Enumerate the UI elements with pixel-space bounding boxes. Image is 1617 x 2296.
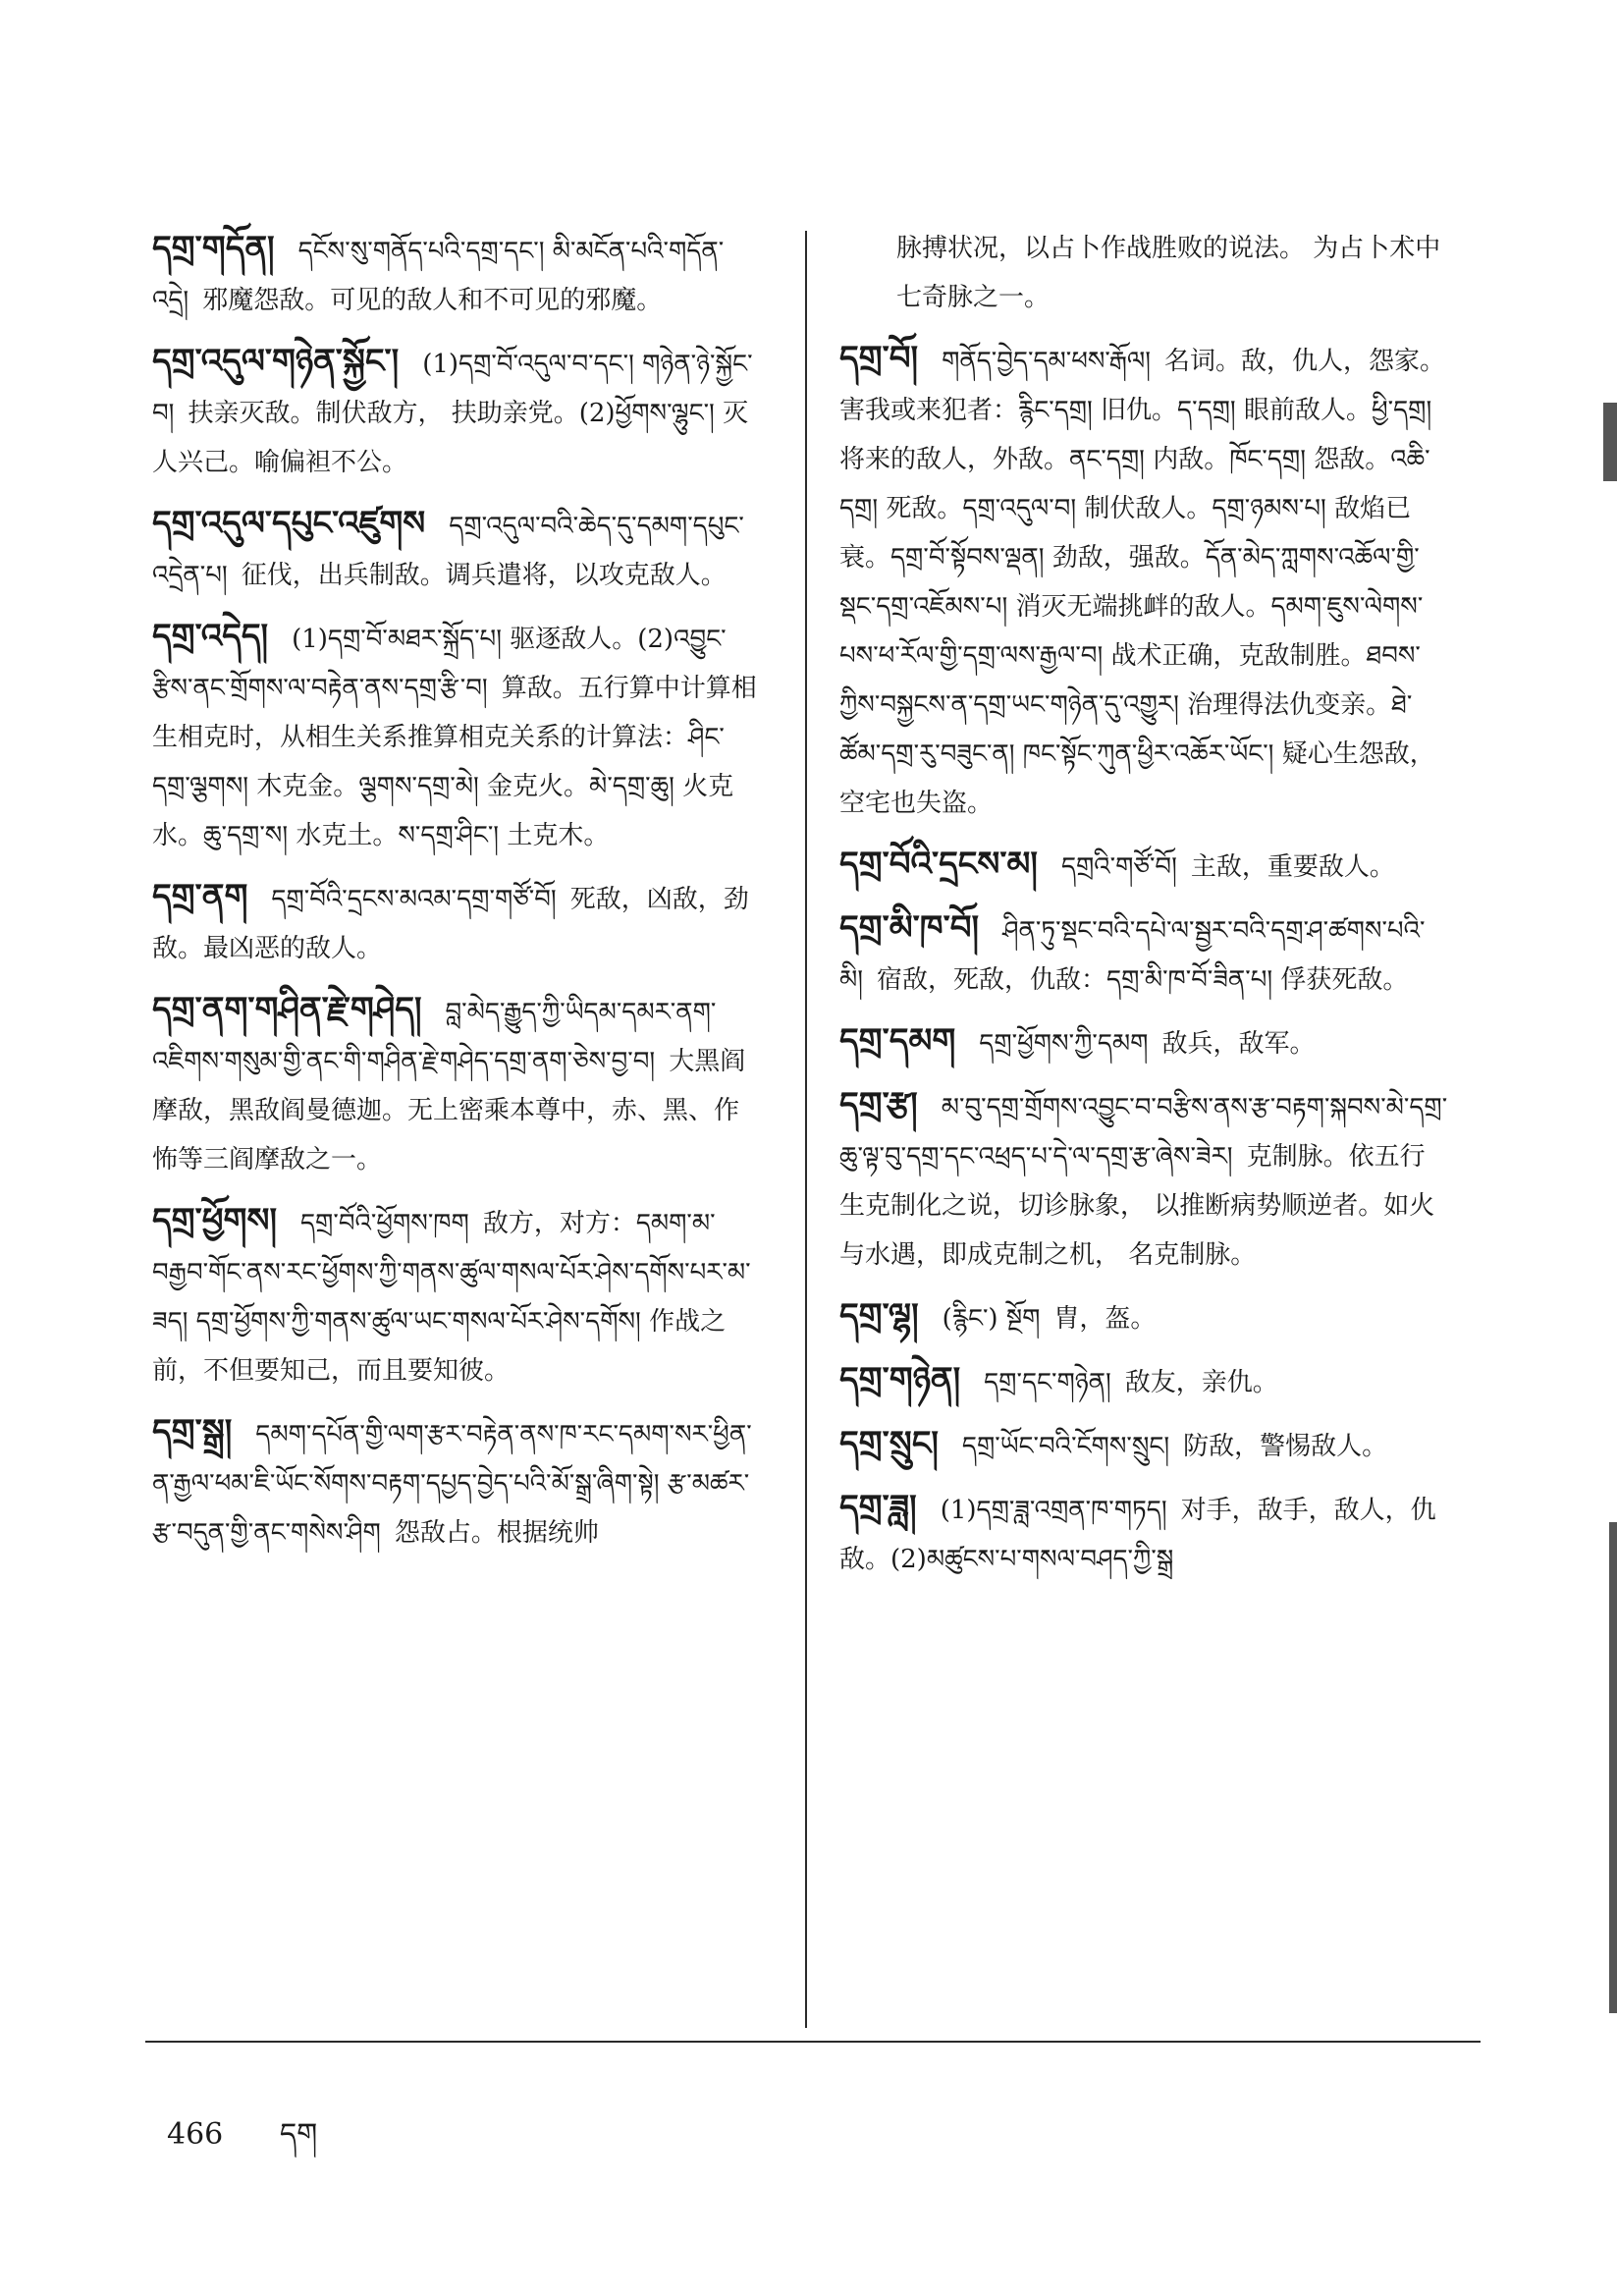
- gloss: 宿敌，死敌，仇敌：དགྲ་མི་ཁ་བོ་ཟིན་པ། 俘获死敌。: [877, 965, 1409, 995]
- definition: དགྲ་བོའི་ཕྱོགས་ཁག: [300, 1209, 469, 1238]
- definition: དགྲའི་གཙོ་བོ།: [1060, 852, 1177, 882]
- definition: དགྲ་བོའི་དྲངས་མའམ་དགྲ་གཙོ་བོ།: [271, 885, 557, 914]
- gloss: 克制脉。依五行生克制化之说，切诊脉象， 以推断病势顺逆者。如火与水遇，即成克制之机， 名克制脉。: [839, 1142, 1435, 1270]
- gloss: 算敌。五行算中计算相生相克时，从相生关系推算相克关系的计算法：ཤིང་དགྲ་ལྕགས། 木克金。ལྕགས་དགྲ་མེ། 金克火。མེ་དགྲ་ཆུ། 火克水。ཆུ་དགྲ་ས། 水克土。ས་དགྲ་ཤིང་། 土克木。: [152, 674, 757, 850]
- definition: (1)དགྲ་བོ་འདུལ་བ་དང་། གཉེན་ཉེ་སྐྱོང་བ།: [152, 350, 753, 428]
- headword: དགྲ་གདོན།: [152, 229, 275, 268]
- gloss: 敌兵，敌军。: [1161, 1029, 1316, 1059]
- headword: དགྲ་ལྷ།: [839, 1296, 919, 1336]
- section-letter: དག: [279, 2117, 318, 2152]
- gloss: 主敌，重要敌人。: [1190, 852, 1395, 882]
- headword: དགྲ་བོ།: [839, 339, 919, 378]
- page-footer: [167, 2102, 364, 2184]
- left-column: [152, 224, 761, 1569]
- definition: མ་བུ་དགྲ་གྲོགས་འབྱུང་བ་བརྩིས་ནས་རྩ་བརྟག་སྐབས་མེ་དགྲ་ཆུ་ལྟ་བུ་དགྲ་དང་འཕྲད་པ་དེ་ལ་དགྲ་རྩ་ཞེས་ཟེར།: [839, 1093, 1448, 1172]
- definition: གནོད་བྱེད་དམ་ཕས་རྒོལ།: [942, 347, 1152, 376]
- headword: དགྲ་ནག: [152, 877, 248, 916]
- scan-edge-mark: [1609, 1522, 1617, 2013]
- headword: དགྲ་འདུལ་གཉེན་སྐྱོང་།: [152, 342, 400, 381]
- headword: དགྲ་དམག: [839, 1021, 956, 1061]
- gloss: 名词。敌，仇人，怨家。害我或来犯者：རྙིང་དགྲ། 旧仇。ད་དགྲ། 眼前敌人。ཕྱི་དགྲ། 将来的敌人，外敌。ནང་དགྲ། 内敌。ཁོང་དགྲ། 怨敌。འཆི་དགྲ། 死敌。དགྲ་འདུལ་བ། 制伏敌人。དགྲ་ཉམས་པ། 敌焰已衰。དགྲ་བོ་སྟོབས་ལྡན། 劲敌，强敌。དོན་མེད་ཀླགས་འཆོལ་གྱི་སྡང་དགྲ་འཇོམས་པ། 消灭无端挑衅的敌人。དམག་ཇུས་ལེགས་པས་ཕ་རོལ་གྱི་དགྲ་ལས་རྒྱལ་བ། 战术正确，克敌制胜。ཐབས་ཀྱིས་བསྐྱངས་ན་དགྲ་ཡང་གཉེན་དུ་འགྱུར། 治理得法仇变亲。ཐེ་ཚོམ་དགྲ་རུ་བཟུང་ན། ཁང་སྟོང་ཀུན་ཕྱིར་འཆོར་ཡོང་། 疑心生怨敌，空宅也失盗。: [839, 347, 1446, 818]
- dictionary-entry: [839, 1483, 1448, 1584]
- gloss: 胄，盔。: [1053, 1304, 1157, 1334]
- definition: (1)དགྲ་ཟླ་འགྲན་ཁ་གཏད།: [940, 1496, 1167, 1525]
- dictionary-entry: [839, 1291, 1448, 1343]
- definition: (རྙིང་) སྔོག: [942, 1304, 1041, 1334]
- dictionary-entry: [152, 1407, 761, 1558]
- dictionary-entry: [839, 1419, 1448, 1471]
- gloss: 敌友，亲仇。: [1124, 1368, 1278, 1397]
- dictionary-entry: [839, 1355, 1448, 1407]
- dictionary-entry: [152, 224, 761, 325]
- headword: དགྲ་འདུལ་དཔུང་འཛུགས: [152, 504, 426, 543]
- definition: དགྲ་འདུལ་བའི་ཆེད་དུ་དམག་དཔུང་འདྲེན་པ།: [152, 512, 744, 590]
- definition: དགྲ་ཕྱོགས་ཀྱི་དམག: [979, 1029, 1149, 1059]
- definition: དམག་དཔོན་གྱི་ལག་རྩར་བརྟེན་ནས་ཁ་རང་དམག་སར་ཕྱིན་ན་རྒྱལ་ཕམ་ཇི་ཡོང་སོགས་བརྟག་དཔྱད་བྱེད་པའི་མོ་སྒྲ་ཞིག་སྟེ། རྩ་མཚར་རྩ་བདུན་གྱི་ནང་གསེས་ཤིག: [152, 1420, 752, 1548]
- gloss: 怨敌占。根据统帅: [394, 1518, 599, 1548]
- dictionary-entry: [152, 1196, 761, 1395]
- gloss: 防敌，警惕敌人。: [1183, 1432, 1388, 1461]
- definition: བླ་མེད་རྒྱུད་ཀྱི་ཡིདམ་དམར་ནག་འཇིགས་གསུམ་གྱི་ནང་གི་གཤིན་རྗེ་གཤེད་དགྲ་ནག་ཅེས་བྱ་བ།: [152, 998, 717, 1076]
- dictionary-entry: [839, 840, 1448, 892]
- definition: དགྲ་དང་གཉེན།: [984, 1368, 1111, 1397]
- dictionary-entry: [839, 1080, 1448, 1280]
- headword: དགྲ་ནག་གཤིན་རྗེ་གཤེད།: [152, 990, 422, 1029]
- page-number: 466: [167, 2117, 224, 2152]
- headword: དགྲ་འདེད།: [152, 617, 269, 656]
- headword: དགྲ་སྒྲ།: [152, 1412, 233, 1451]
- footer-rule: [145, 2041, 1481, 2043]
- definition: ཤིན་ཏུ་སྡང་བའི་དཔེ་ལ་སྦྱར་བའི་དགྲ་ཤ་ཚགས་པའི་མི།: [839, 916, 1426, 995]
- definition: (1)དགྲ་བོ་མཐར་སྐྲོད་པ། 驱逐敌人。(2)འབྱུང་རྩིས་ནང་གྲོགས་ལ་བརྟེན་ནས་དགྲ་རྩི་བ།: [152, 625, 727, 703]
- column-divider: [805, 231, 807, 2028]
- headword: དགྲ་ཟླ།: [839, 1488, 917, 1527]
- headword: དགྲ་ཕྱོགས།: [152, 1201, 277, 1240]
- scan-edge-mark: [1603, 403, 1617, 481]
- dictionary-entry: [152, 337, 761, 487]
- definition: དངོས་སུ་གནོད་པའི་དགྲ་དང་། མི་མངོན་པའི་གདོན་འདྲེ།: [152, 237, 725, 315]
- headword: དགྲ་གཉེན།: [839, 1360, 961, 1399]
- dictionary-entry: [152, 985, 761, 1184]
- gloss: 征伐，出兵制敌。调兵遣将，以攻克敌人。: [241, 561, 727, 590]
- headword: དགྲ་བོའི་དྲངས་མ།: [839, 845, 1038, 884]
- dictionary-entry: [839, 1016, 1448, 1068]
- dictionary-entry: [152, 499, 761, 600]
- headword: དགྲ་སྲུང།: [839, 1424, 939, 1463]
- dictionary-entry: [839, 334, 1448, 828]
- gloss: 扶亲灭敌。制伏敌方， 扶助亲党。(2)ཕྱོགས་ལྷུང་། 灭人兴己。喻偏袒不公。: [152, 399, 749, 477]
- gloss: 邪魔怨敌。可见的敌人和不可见的邪魔。: [202, 286, 663, 315]
- dictionary-entry: [152, 612, 761, 860]
- definition: དགྲ་ཡོང་བའི་ངོགས་སྲུང།: [961, 1432, 1170, 1461]
- gloss: 对手，敌手，敌人，仇敌。(2)མཚུངས་པ་གསལ་བཤད་ཀྱི་སྒྲ: [839, 1496, 1436, 1574]
- gloss: 敌方，对方：དམག་མ་བརྒྱབ་གོང་ནས་རང་ཕྱོགས་ཀྱི་གནས་ཚུལ་གསལ་པོར་ཤེས་དགོས་པར་མ་ཟད། དགྲ་ཕྱོགས་ཀྱི་གནས་ཚུལ་ཡང་གསལ་པོར་ཤེས་དགོས། 作战之前，不但要知己，而且要知彼。: [152, 1209, 751, 1386]
- right-column: [839, 224, 1448, 1596]
- headword: དགྲ་མི་ཁ་བོ།: [839, 908, 980, 948]
- gloss: 大黑阎摩敌，黑敌阎曼德迦。无上密乘本尊中，赤、黑、作怖等三阎摩敌之一。: [152, 1047, 746, 1175]
- headword: དགྲ་རྩ།: [839, 1085, 918, 1124]
- gloss: 死敌，凶敌，劲敌。最凶恶的敌人。: [152, 885, 749, 963]
- dictionary-entry: [839, 903, 1448, 1005]
- continued-text: 脉搏状况，以占卜作战胜败的说法。 为占卜术中七奇脉之一。: [896, 234, 1441, 312]
- dictionary-entry: [152, 872, 761, 973]
